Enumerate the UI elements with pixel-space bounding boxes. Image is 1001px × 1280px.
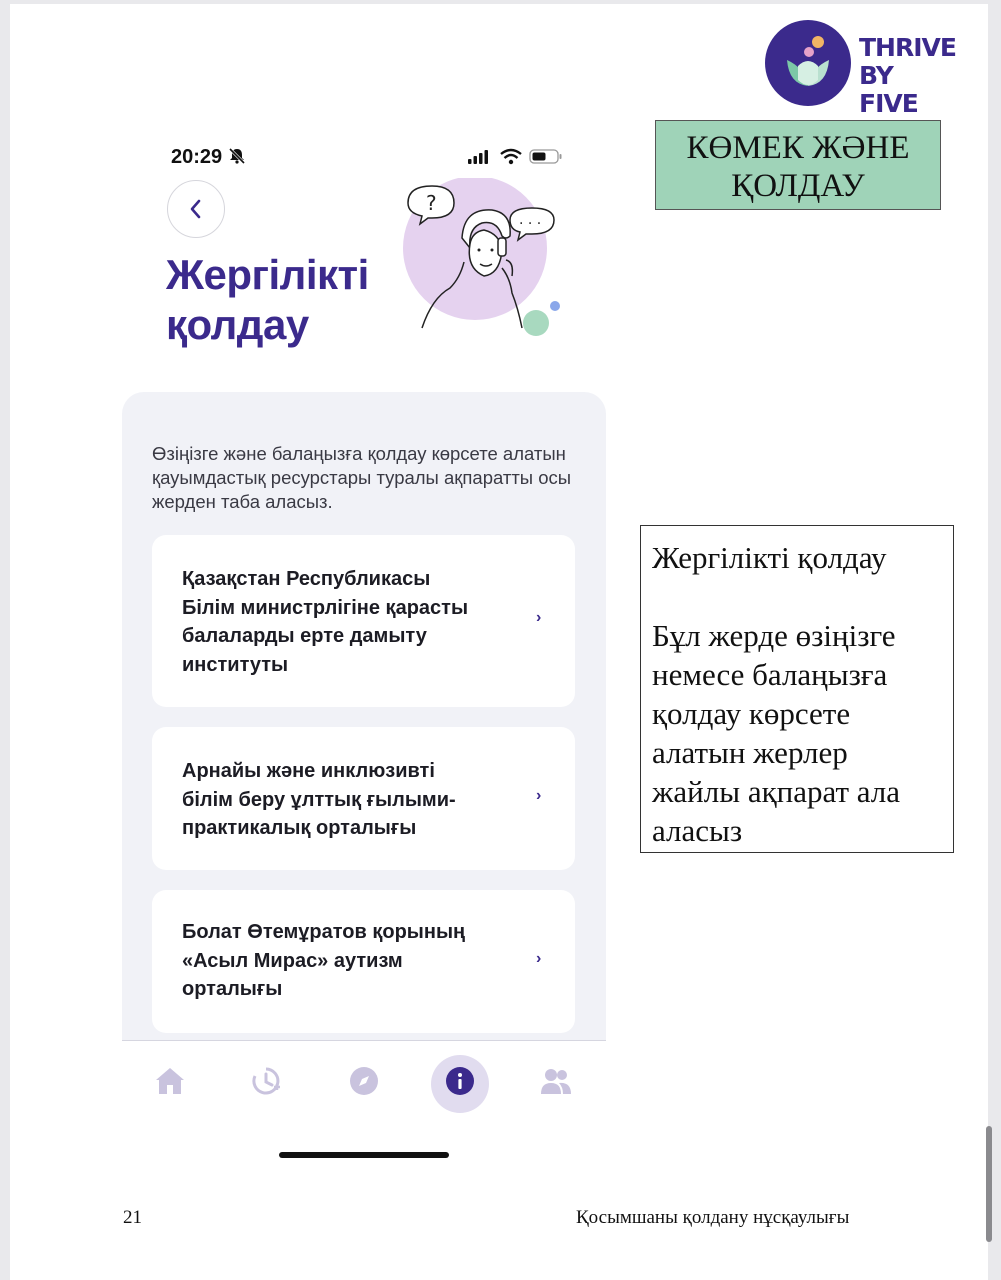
help-heading-line2: ҚОЛДАУ <box>731 168 865 204</box>
back-button[interactable] <box>167 180 225 238</box>
community-icon <box>539 1066 573 1096</box>
thrive-by-five-logo <box>765 20 956 118</box>
svg-text:?: ? <box>426 191 437 215</box>
chevron-right-icon: › <box>536 609 542 626</box>
resource-card[interactable] <box>152 535 575 707</box>
description-box <box>640 525 954 853</box>
description-text: Бұл жерде өзіңізге немесе балаңызға қолдау көрсете алатын жерлер жайлы ақпарат ала аласыз <box>652 618 900 848</box>
logo-text-line1: THRIVE <box>859 33 956 62</box>
info-icon <box>444 1065 476 1097</box>
resource-card[interactable] <box>152 890 575 1033</box>
phone-call-illustration <box>402 178 562 343</box>
page-number: 21 <box>123 1207 142 1228</box>
chevron-right-icon: › <box>536 950 542 967</box>
help-heading-line1: КӨМЕК ЖӘНЕ <box>686 130 910 166</box>
status-icons <box>468 148 564 171</box>
intro-text: Өзіңізге және балаңызға қолдау көрсете алатын қауымдастық ресурстары туралы ақпаратты осы жерден таба аласыз. <box>152 443 572 512</box>
screen-title-line1: Жергілікті <box>166 251 369 298</box>
tab-info[interactable] <box>442 1063 478 1099</box>
phone-screenshot <box>122 130 606 1170</box>
card-title: Болат Өтемұратов қорының «Асыл Мирас» аутизм орталығы <box>182 921 466 1000</box>
tab-history[interactable] <box>248 1063 284 1099</box>
card-title: Арнайы және инклюзивті білім беру ұлттық ғылыми- практикалық орталығы <box>182 760 456 839</box>
logo-text-line2: BY FIVE <box>859 61 918 118</box>
resource-card[interactable] <box>152 727 575 870</box>
logo-emblem <box>765 20 851 106</box>
chevron-right-icon: › <box>536 787 542 804</box>
footer-doc-title: Қосымшаны қолдану нұсқаулығы <box>576 1207 850 1228</box>
svg-text:. . .: . . . <box>519 212 542 228</box>
chevron-left-icon <box>188 198 204 220</box>
card-title: Қазақстан Республикасы Білім министрлігіне қарасты балаларды ерте дамыту институты <box>182 568 469 676</box>
status-time: 20:29 <box>171 146 246 169</box>
tab-home[interactable] <box>152 1063 188 1099</box>
mute-bell-icon <box>228 147 246 165</box>
home-indicator <box>279 1152 449 1158</box>
scrollbar[interactable] <box>986 1126 992 1242</box>
tab-community[interactable] <box>538 1063 574 1099</box>
compass-icon <box>348 1065 380 1097</box>
wifi-icon <box>501 150 521 164</box>
screen-title <box>166 250 369 350</box>
help-and-support-heading <box>655 120 941 210</box>
tab-explore[interactable] <box>346 1063 382 1099</box>
description-title: Жергілікті қолдау <box>652 540 887 575</box>
home-icon <box>154 1066 186 1096</box>
bottom-tab-bar <box>122 1040 606 1131</box>
content-panel <box>122 392 606 1040</box>
signal-icon <box>468 150 488 164</box>
battery-icon <box>530 150 562 163</box>
screen-title-line2: қолдау <box>166 301 309 348</box>
history-icon <box>250 1065 282 1097</box>
